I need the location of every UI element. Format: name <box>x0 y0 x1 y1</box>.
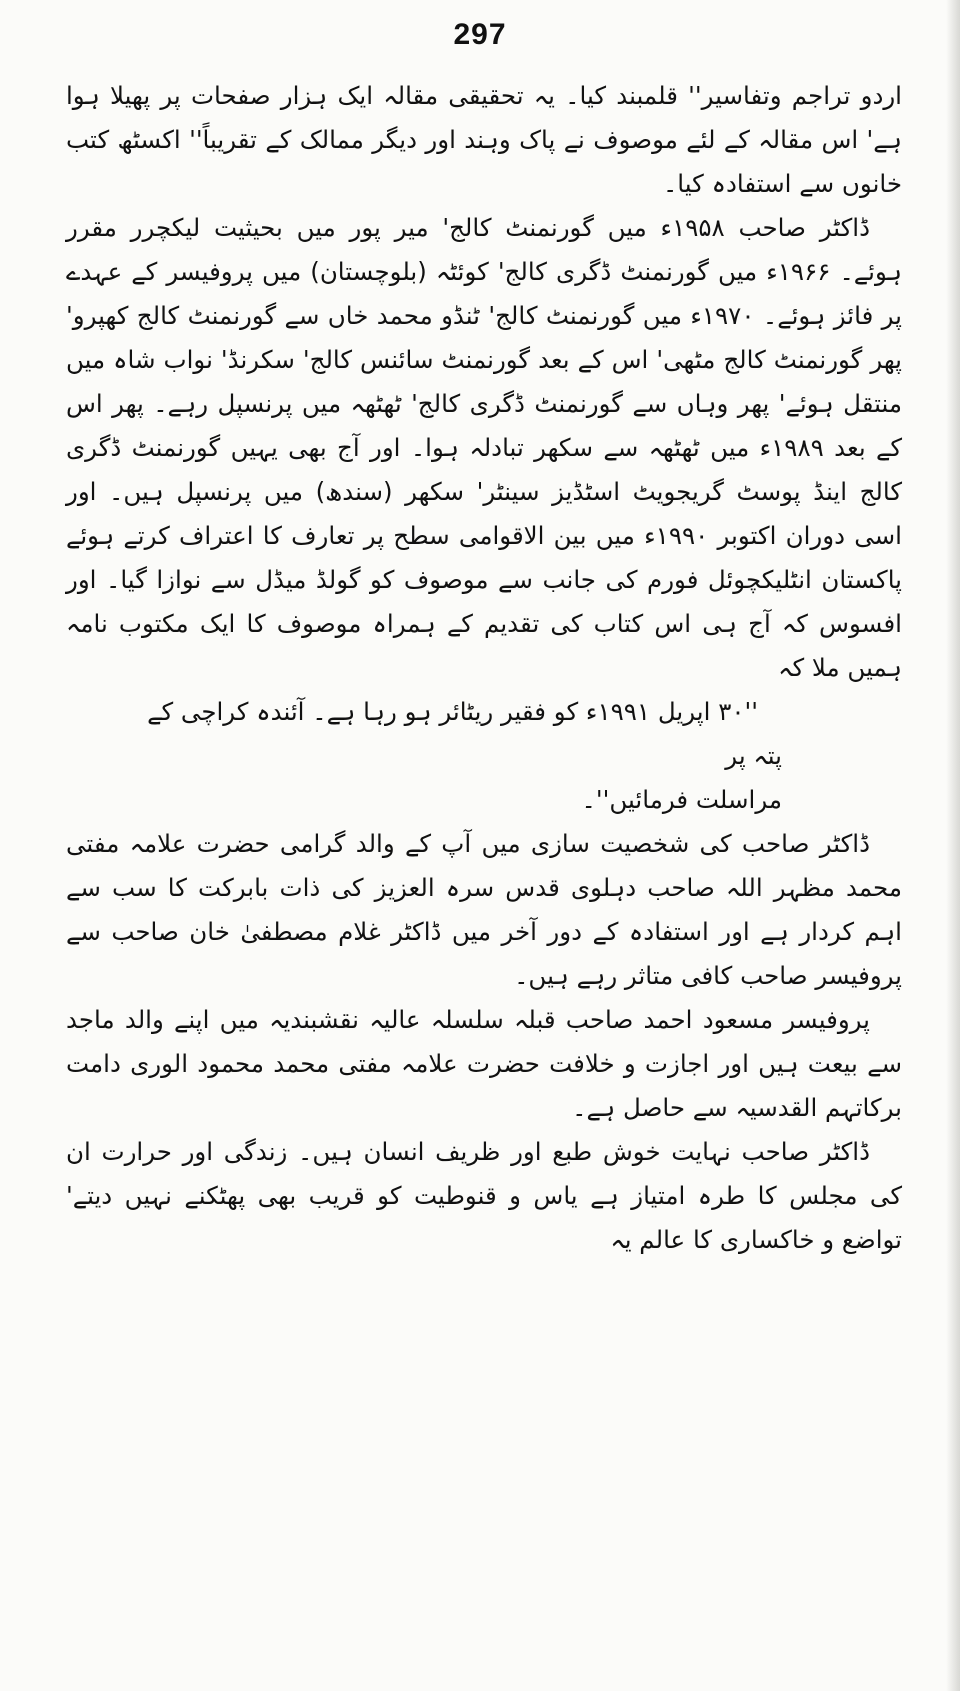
body-text <box>66 74 902 1262</box>
page-edge-shadow <box>946 0 960 1691</box>
paragraph-temperament: ڈاکٹر صاحب نہایت خوش طبع اور ظریف انسان ہیں۔ زندگی اور حرارت ان کی مجلس کا طرہ امتیاز ہے یاس و قنوطیت کو قریب بھی پھٹکنے نہیں دیتے' تواضع و خاکساری کا عالم یہ <box>66 1137 902 1254</box>
letter-quote <box>126 690 782 822</box>
quote-line-2: مراسلت فرمائیں''۔ <box>581 785 782 814</box>
paragraph-influences: ڈاکٹر صاحب کی شخصیت سازی میں آپ کے والد گرامی حضرت علامہ مفتی محمد مظہر اللہ صاحب دہلوی قدس سرہ العزیز کی ذات بابرکت کا سب سے اہم کردار ہے اور استفادہ کے دور آخر میں ڈاکٹر غلام مصطفیٰ خان صاحب سے پروفیسر صاحب کافی متاثر رہے ہیں۔ <box>66 829 902 990</box>
paragraph-silsila: پروفیسر مسعود احمد صاحب قبلہ سلسلہ عالیہ نقشبندیہ میں اپنے والد ماجد سے بیعت ہیں اور اجازت و خلافت حضرت علامہ مفتی محمد محمود الوری دامت برکاتہم القدسیہ سے حاصل ہے۔ <box>66 1005 902 1122</box>
quote-line-1: ''۳۰ اپریل ۱۹۹۱ء کو فقیر ریٹائر ہو رہا ہے۔ آئندہ کراچی کے پتہ پر <box>147 697 782 770</box>
paragraph-thesis: اردو تراجم وتفاسیر'' قلمبند کیا۔ یہ تحقیقی مقالہ ایک ہزار صفحات پر پھیلا ہوا ہے' اس مقالہ کے لئے موصوف نے پاک وہند اور دیگر ممالک کے تقریباً'' اکسٹھ کتب خانوں سے استفادہ کیا۔ <box>66 81 902 198</box>
paragraph-career: ڈاکٹر صاحب ۱۹۵۸ء میں گورنمنٹ کالج' میر پور میں بحیثیت لیکچرر مقرر ہوئے۔ ۱۹۶۶ء میں گورنمنٹ ڈگری کالج' کوئٹہ (بلوچستان) میں پروفیسر کے عہدے پر فائز ہوئے۔ ۱۹۷۰ء میں گورنمنٹ کالج' ٹنڈو محمد خاں سے گورنمنٹ کالج کھپرو' پھر گورنمنٹ کالج مٹھی' اس کے بعد گورنمنٹ سائنس کالج' سکرنڈ' نواب شاہ میں منتقل ہوئے' پھر وہاں سے گورنمنٹ ڈگری کالج' ٹھٹھہ میں پرنسپل رہے۔ پھر اس کے بعد ۱۹۸۹ء میں ٹھٹھہ سے سکھر تبادلہ ہوا۔ اور آج بھی یہیں گورنمنٹ ڈگری کالج اینڈ پوسٹ گریجویٹ اسٹڈیز سینٹر' سکھر (سندھ) میں پرنسپل ہیں۔ اور اسی دوران اکتوبر ۱۹۹۰ء میں بین الاقوامی سطح پر تعارف کا اعتراف کرتے ہوئے پاکستان انٹلیکچوئل فورم کی جانب سے موصوف کو گولڈ میڈل سے نوازا گیا۔ اور افسوس کہ آج ہی اس کتاب کی تقدیم کے ہمراہ موصوف کا ایک مکتوب نامہ ہمیں ملا کہ <box>66 213 903 682</box>
page-number: 297 <box>453 18 507 51</box>
